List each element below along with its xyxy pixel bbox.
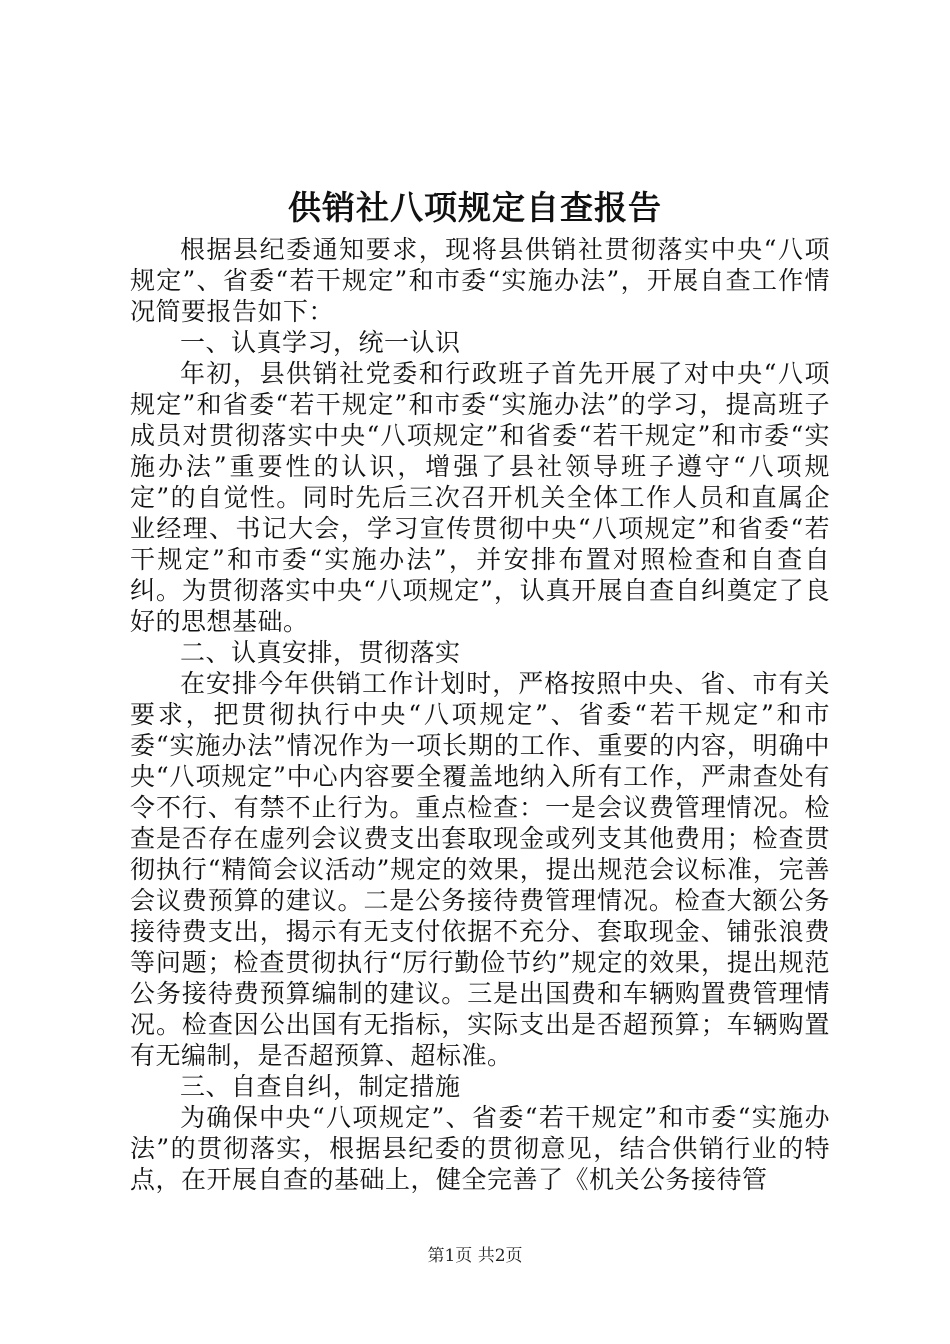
section-heading-1: 一、认真学习，统一认识 — [180, 328, 461, 357]
section-heading-2: 二、认真安排，贯彻落实 — [180, 638, 461, 667]
document-title: 供销社八项规定自查报告 — [288, 188, 662, 227]
document-body — [130, 234, 830, 1195]
section-3-paragraph: 为确保中央“八项规定”、省委“若干规定”和市委“实施办法”的贯彻落实，根据县纪委的贯彻意见，结合供销行业的特点，在开展自查的基础上，健全完善了《机关公务接待管 — [130, 1103, 830, 1194]
page-footer: 第1页 共2页 — [427, 1246, 523, 1266]
section-2-paragraph: 在安排今年供销工作计划时，严格按照中央、省、市有关要求，把贯彻执行中央“八项规定”、省委“若干规定”和市委“实施办法”情况作为一项长期的工作、重要的内容，明确中央“八项规定”中心内容要全覆盖地纳入所有工作，严肃查处有令不行、有禁不止行为。重点检查：一是会议费管理情况。检查是否存在虚列会议费支出套取现金或列支其他费用；检查贯彻执行“精简会议活动”规定的效果，提出规范会议标准，完善会议费预算的建议。二是公务接待费管理情况。检查大额公务接待费支出，揭示有无支付依据不充分、套取现金、铺张浪费等问题；检查贯彻执行“厉行勤俭节约”规定的效果，提出规范公务接待费预算编制的建议。三是出国费和车辆购置费管理情况。检查因公出国有无指标，实际支出是否超预算；车辆购置有无编制，是否超预算、超标准。 — [130, 669, 830, 1070]
section-heading-3: 三、自查自纠，制定措施 — [180, 1072, 461, 1101]
intro-paragraph: 根据县纪委通知要求，现将县供销社贯彻落实中央“八项规定”、省委“若干规定”和市委“实施办法”，开展自查工作情况简要报告如下： — [130, 235, 830, 326]
section-1-paragraph: 年初，县供销社党委和行政班子首先开展了对中央“八项规定”和省委“若干规定”和市委“实施办法”的学习，提高班子成员对贯彻落实中央“八项规定”和省委“若干规定”和市委“实施办法”重要性的认识，增强了县社领导班子遵守“八项规定”的自觉性。同时先后三次召开机关全体工作人员和直属企业经理、书记大会，学习宣传贯彻中央“八项规定”和省委“若干规定”和市委“实施办法”，并安排布置对照检查和自查自纠。为贯彻落实中央“八项规定”，认真开展自查自纠奠定了良好的思想基础。 — [130, 359, 830, 636]
